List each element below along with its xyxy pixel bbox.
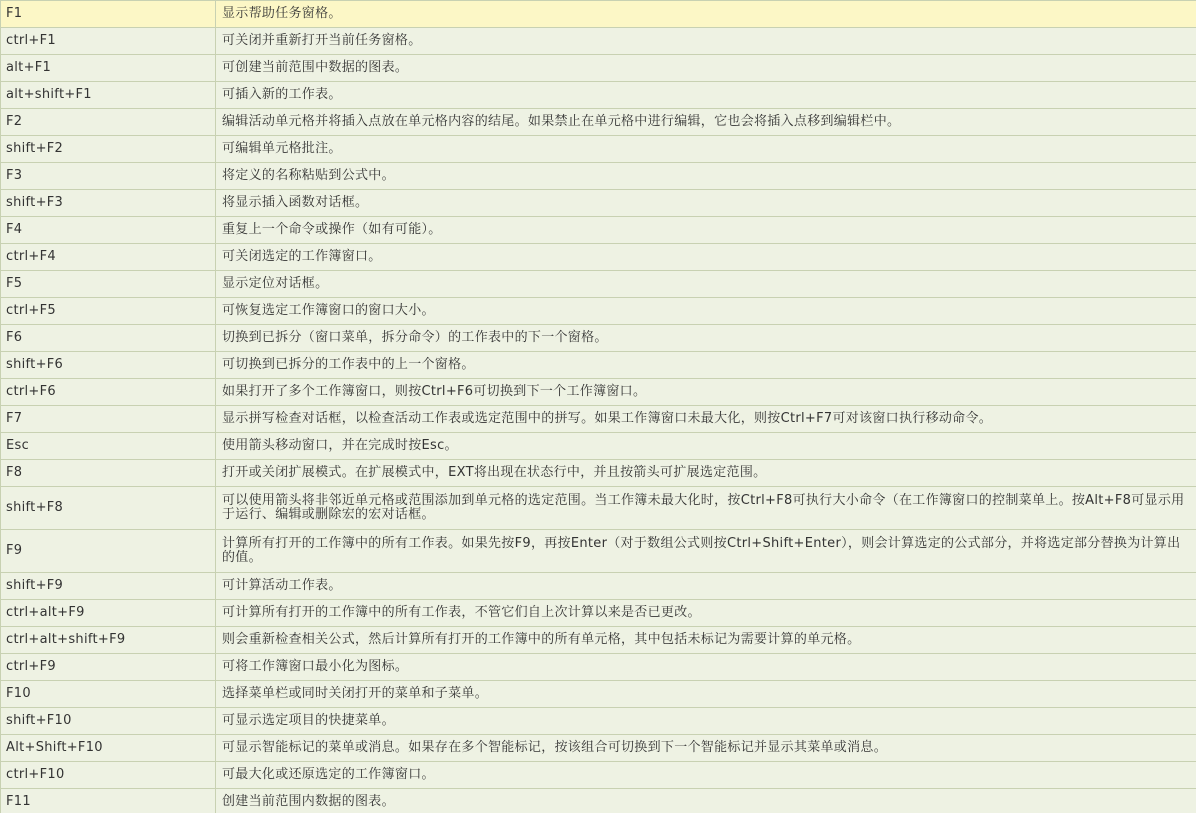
shortcut-key: ctrl+F6 [1,379,216,406]
shortcut-key: ctrl+F4 [1,244,216,271]
table-row [1,627,1196,654]
table-row [1,136,1196,163]
shortcut-description: 将显示插入函数对话框。 [216,190,1196,217]
shortcut-key: F5 [1,271,216,298]
table-row [1,82,1196,109]
shortcut-description: 使用箭头移动窗口，并在完成时按Esc。 [216,433,1196,460]
table-row [1,573,1196,600]
table-row [1,487,1196,530]
table-row [1,460,1196,487]
shortcut-description: 显示拼写检查对话框，以检查活动工作表或选定范围中的拼写。如果工作簿窗口未最大化，则按Ctrl+F7可对该窗口执行移动命令。 [216,406,1196,433]
shortcut-key: ctrl+alt+F9 [1,600,216,627]
table-row [1,735,1196,762]
table-row [1,1,1196,28]
shortcut-key: F11 [1,789,216,813]
shortcut-table-body [1,1,1196,813]
shortcut-key: ctrl+F9 [1,654,216,681]
shortcut-key: F3 [1,163,216,190]
shortcut-key: F8 [1,460,216,487]
shortcut-description: 可切换到已拆分的工作表中的上一个窗格。 [216,352,1196,379]
shortcut-description: 可将工作簿窗口最小化为图标。 [216,654,1196,681]
table-row [1,55,1196,82]
shortcut-description: 可计算活动工作表。 [216,573,1196,600]
shortcut-description: 可关闭选定的工作簿窗口。 [216,244,1196,271]
shortcut-key: F9 [1,530,216,573]
table-row [1,762,1196,789]
shortcut-key: ctrl+F1 [1,28,216,55]
shortcut-key: alt+F1 [1,55,216,82]
table-row [1,600,1196,627]
shortcut-key: F1 [1,1,216,28]
shortcut-description: 打开或关闭扩展模式。在扩展模式中，EXT将出现在状态行中，并且按箭头可扩展选定范围。 [216,460,1196,487]
shortcut-key: shift+F10 [1,708,216,735]
shortcut-description: 创建当前范围内数据的图表。 [216,789,1196,813]
table-row [1,708,1196,735]
table-row [1,190,1196,217]
shortcut-key: shift+F2 [1,136,216,163]
table-row [1,433,1196,460]
shortcut-description: 将定义的名称粘贴到公式中。 [216,163,1196,190]
table-row [1,379,1196,406]
shortcut-key: Alt+Shift+F10 [1,735,216,762]
shortcut-description: 可计算所有打开的工作簿中的所有工作表，不管它们自上次计算以来是否已更改。 [216,600,1196,627]
table-row [1,530,1196,573]
shortcut-key: Esc [1,433,216,460]
shortcut-key: F2 [1,109,216,136]
shortcut-description: 显示定位对话框。 [216,271,1196,298]
shortcut-description: 如果打开了多个工作簿窗口，则按Ctrl+F6可切换到下一个工作簿窗口。 [216,379,1196,406]
table-row [1,325,1196,352]
shortcut-key: shift+F6 [1,352,216,379]
shortcut-key: ctrl+alt+shift+F9 [1,627,216,654]
shortcut-description: 可创建当前范围中数据的图表。 [216,55,1196,82]
shortcut-description: 可最大化或还原选定的工作簿窗口。 [216,762,1196,789]
shortcut-description: 切换到已拆分（窗口菜单，拆分命令）的工作表中的下一个窗格。 [216,325,1196,352]
shortcut-key: F10 [1,681,216,708]
shortcut-description: 可显示选定项目的快捷菜单。 [216,708,1196,735]
shortcut-key: F7 [1,406,216,433]
shortcut-key: shift+F8 [1,487,216,530]
shortcut-description: 可关闭并重新打开当前任务窗格。 [216,28,1196,55]
table-row [1,298,1196,325]
table-row [1,271,1196,298]
shortcut-description: 重复上一个命令或操作（如有可能）。 [216,217,1196,244]
table-row [1,406,1196,433]
table-row [1,217,1196,244]
shortcut-description: 可编辑单元格批注。 [216,136,1196,163]
shortcut-key: F4 [1,217,216,244]
shortcut-description: 则会重新检查相关公式，然后计算所有打开的工作簿中的所有单元格，其中包括未标记为需要计算的单元格。 [216,627,1196,654]
shortcut-description: 编辑活动单元格并将插入点放在单元格内容的结尾。如果禁止在单元格中进行编辑，它也会将插入点移到编辑栏中。 [216,109,1196,136]
shortcut-description: 显示帮助任务窗格。 [216,1,1196,28]
table-row [1,654,1196,681]
table-row [1,28,1196,55]
shortcut-description: 计算所有打开的工作簿中的所有工作表。如果先按F9，再按Enter（对于数组公式则按Ctrl+Shift+Enter），则会计算选定的公式部分，并将选定部分替换为计算出的值。 [216,530,1196,573]
table-row [1,244,1196,271]
shortcut-key: alt+shift+F1 [1,82,216,109]
table-row [1,352,1196,379]
table-row [1,109,1196,136]
shortcut-key: ctrl+F10 [1,762,216,789]
table-row [1,163,1196,190]
shortcut-description: 可以使用箭头将非邻近单元格或范围添加到单元格的选定范围。当工作簿未最大化时，按Ctrl+F8可执行大小命令（在工作簿窗口的控制菜单上。按Alt+F8可显示用于运行、编辑或删除宏的宏对话框。 [216,487,1196,530]
shortcut-description: 可恢复选定工作簿窗口的窗口大小。 [216,298,1196,325]
shortcut-key: shift+F9 [1,573,216,600]
table-row [1,789,1196,813]
shortcut-description: 可插入新的工作表。 [216,82,1196,109]
shortcut-key: shift+F3 [1,190,216,217]
shortcut-key: F6 [1,325,216,352]
table-row [1,681,1196,708]
shortcut-description: 可显示智能标记的菜单或消息。如果存在多个智能标记，按该组合可切换到下一个智能标记并显示其菜单或消息。 [216,735,1196,762]
shortcut-description: 选择菜单栏或同时关闭打开的菜单和子菜单。 [216,681,1196,708]
shortcut-key: ctrl+F5 [1,298,216,325]
